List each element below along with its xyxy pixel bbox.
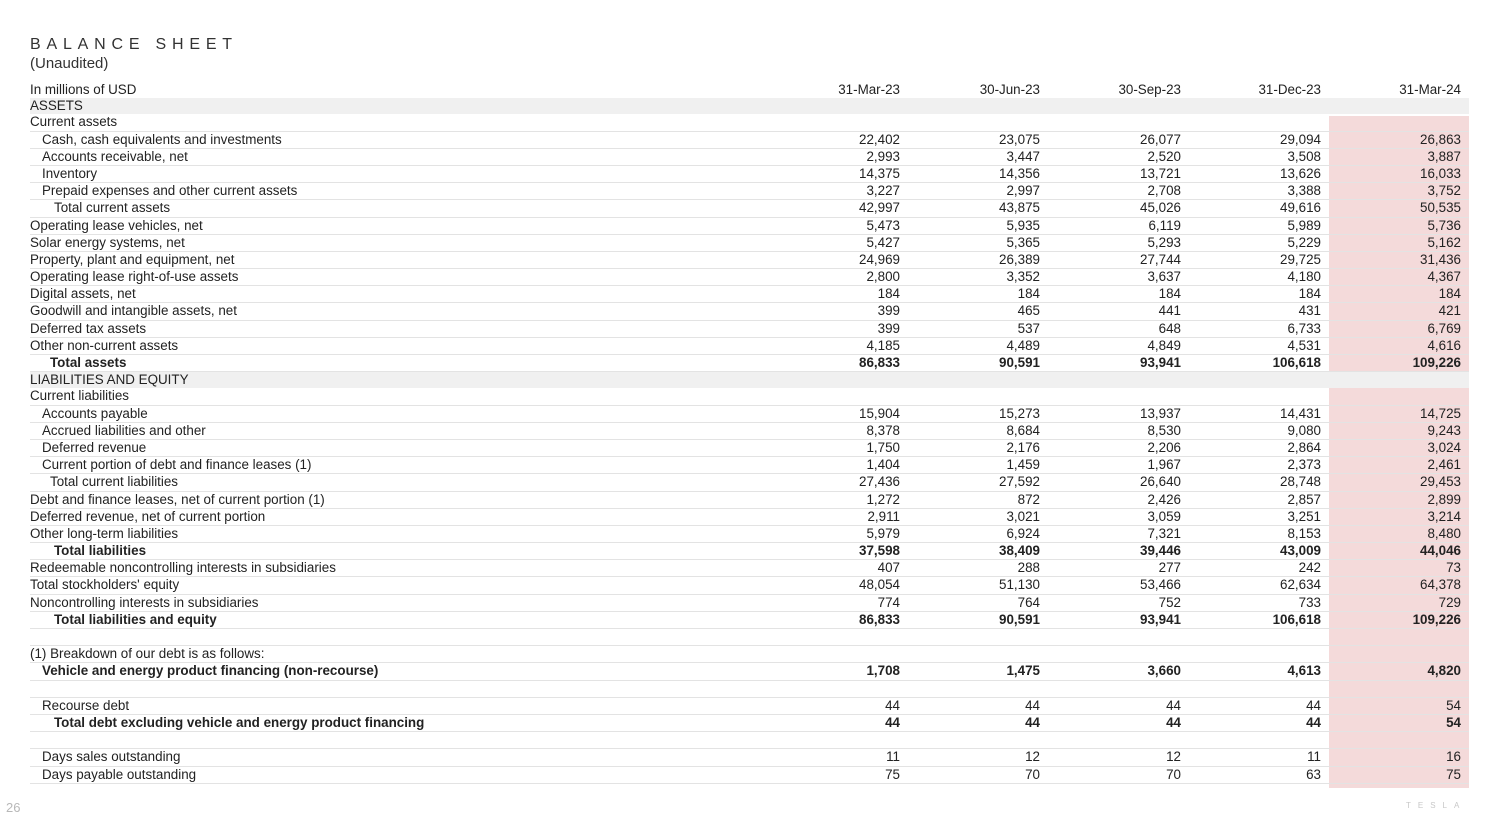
cell-value: 26,863: [1420, 131, 1461, 147]
cell-value: 3,752: [1427, 183, 1461, 199]
cell-value: 4,613: [1287, 663, 1321, 679]
cell-value: 22,402: [859, 131, 900, 147]
page-title: BALANCE SHEET: [30, 36, 238, 53]
cell-value: 2,176: [1006, 439, 1040, 455]
column-header: 30-Sep-23: [1118, 82, 1181, 97]
cell-value: 2,899: [1427, 491, 1461, 507]
cell-value: 277: [1158, 560, 1181, 576]
cell-value: 399: [877, 303, 900, 319]
cell-value: 1,475: [1006, 663, 1040, 679]
cell-value: 75: [885, 766, 900, 782]
cell-value: 4,367: [1427, 269, 1461, 285]
cell-value: 90,591: [999, 611, 1040, 627]
table-row: [30, 543, 1469, 560]
cell-value: 4,489: [1006, 337, 1040, 353]
table-row: [30, 286, 1469, 303]
cell-value: 1,708: [866, 663, 900, 679]
row-label: Redeemable noncontrolling interests in subsidiaries: [30, 560, 336, 576]
cell-value: 2,857: [1287, 491, 1321, 507]
spacer-row: [30, 732, 1469, 749]
cell-value: 3,637: [1147, 269, 1181, 285]
row-label: Other long-term liabilities: [30, 525, 179, 541]
cell-value: 5,293: [1147, 234, 1181, 250]
cell-value: 45,026: [1140, 200, 1181, 216]
column-header: 31-Dec-23: [1258, 82, 1321, 97]
cell-value: 51,130: [999, 577, 1040, 593]
row-label: Days payable outstanding: [42, 766, 197, 782]
table-row: [30, 200, 1469, 217]
cell-value: 44: [1025, 714, 1040, 730]
cell-value: 774: [877, 594, 900, 610]
cell-value: 752: [1158, 594, 1181, 610]
table-row: [30, 355, 1469, 372]
cell-value: 14,725: [1420, 405, 1461, 421]
table-row: [30, 612, 1469, 629]
row-label: Digital assets, net: [30, 286, 136, 302]
cell-value: 44: [1306, 697, 1321, 713]
cell-value: 27,592: [999, 474, 1040, 490]
cell-value: 106,618: [1272, 355, 1321, 370]
cell-value: 16: [1446, 749, 1461, 765]
cell-value: 5,229: [1287, 234, 1321, 250]
table-row: [30, 166, 1469, 183]
cell-value: 26,389: [999, 251, 1040, 267]
cell-value: 6,924: [1006, 525, 1040, 541]
cell-value: 9,080: [1287, 422, 1321, 438]
table-row: [30, 457, 1469, 474]
cell-value: 49,616: [1280, 200, 1321, 216]
row-label: Vehicle and energy product financing (non-recourse): [42, 663, 379, 679]
cell-value: 3,447: [1006, 148, 1040, 164]
row-label: Debt and finance leases, net of current portion (1): [30, 491, 325, 507]
table-row: [30, 303, 1469, 320]
row-label: Other non-current assets: [30, 337, 179, 353]
table-row: [30, 252, 1469, 269]
cell-value: 1,967: [1147, 457, 1181, 473]
cell-value: 421: [1438, 303, 1461, 319]
row-label: Total current assets: [54, 200, 171, 216]
cell-value: 4,531: [1287, 337, 1321, 353]
cell-value: 2,997: [1006, 183, 1040, 199]
spacer-row: [30, 629, 1469, 646]
row-label: Total stockholders' equity: [30, 577, 180, 593]
cell-value: 11: [1307, 749, 1321, 765]
section-header-row: [30, 372, 1469, 388]
row-label: ASSETS: [30, 98, 83, 114]
balance-sheet-table: [30, 82, 1469, 784]
table-row: [30, 663, 1469, 680]
cell-value: 3,352: [1006, 269, 1040, 285]
cell-value: 90,591: [999, 355, 1040, 370]
row-label: Inventory: [42, 165, 98, 181]
cell-value: 43,875: [999, 200, 1040, 216]
cell-value: 50,535: [1420, 200, 1461, 216]
cell-value: 13,626: [1280, 165, 1321, 181]
cell-value: 75: [1446, 766, 1461, 782]
table-body: [30, 98, 1469, 784]
cell-value: 73: [1446, 560, 1461, 576]
cell-value: 431: [1298, 303, 1321, 319]
cell-value: 12: [1025, 749, 1040, 765]
cell-value: 2,461: [1427, 457, 1461, 473]
cell-value: 4,180: [1287, 269, 1321, 285]
row-label: Solar energy systems, net: [30, 234, 185, 250]
cell-value: 3,660: [1147, 663, 1181, 679]
cell-value: 3,508: [1287, 148, 1321, 164]
cell-value: 8,530: [1147, 422, 1181, 438]
cell-value: 2,864: [1287, 439, 1321, 455]
row-label: Deferred revenue: [42, 439, 147, 455]
table-row: [30, 767, 1469, 784]
cell-value: 4,849: [1147, 337, 1181, 353]
cell-value: 2,708: [1147, 183, 1181, 199]
row-label: Total current liabilities: [50, 474, 179, 490]
cell-value: 27,436: [859, 474, 900, 490]
table-row: [30, 321, 1469, 338]
cell-value: 31,436: [1420, 251, 1461, 267]
cell-value: 44: [1025, 697, 1040, 713]
row-label: Recourse debt: [42, 697, 130, 713]
cell-value: 70: [1025, 766, 1040, 782]
cell-value: 3,021: [1006, 508, 1040, 524]
cell-value: 733: [1298, 594, 1321, 610]
page-subtitle: (Unaudited): [30, 55, 109, 72]
cell-value: 29,725: [1280, 251, 1321, 267]
cell-value: 8,480: [1427, 525, 1461, 541]
row-label: Noncontrolling interests in subsidiaries: [30, 594, 259, 610]
cell-value: 26,640: [1140, 474, 1181, 490]
table-row: [30, 132, 1469, 149]
cell-value: 2,373: [1287, 457, 1321, 473]
cell-value: 23,075: [999, 131, 1040, 147]
cell-value: 28,748: [1280, 474, 1321, 490]
row-label: Deferred tax assets: [30, 320, 147, 336]
cell-value: 15,273: [999, 405, 1040, 421]
cell-value: 43,009: [1280, 543, 1321, 559]
cell-value: 29,453: [1420, 474, 1461, 490]
cell-value: 3,024: [1427, 439, 1461, 455]
cell-value: 399: [877, 320, 900, 336]
cell-value: 2,520: [1147, 148, 1181, 164]
brand-logo: TESLA: [1406, 801, 1467, 810]
cell-value: 86,833: [859, 611, 900, 627]
cell-value: 3,227: [866, 183, 900, 199]
row-label: Deferred revenue, net of current portion: [30, 508, 266, 524]
cell-value: 2,800: [866, 269, 900, 285]
cell-value: 6,119: [1148, 217, 1181, 233]
row-label: Total assets: [50, 355, 127, 370]
row-label: Operating lease vehicles, net: [30, 217, 203, 233]
table-row: [30, 749, 1469, 766]
table-row: [30, 698, 1469, 715]
cell-value: 3,388: [1287, 183, 1321, 199]
row-label: Total debt excluding vehicle and energy product financing: [54, 714, 425, 730]
cell-value: 109,226: [1412, 611, 1461, 627]
cell-value: 2,426: [1147, 491, 1181, 507]
cell-value: 44: [1166, 697, 1181, 713]
cell-value: 5,935: [1006, 217, 1040, 233]
row-label: Total liabilities and equity: [54, 611, 217, 627]
cell-value: 44: [885, 714, 900, 730]
spacer-row: [30, 681, 1469, 698]
row-label: (1) Breakdown of our debt is as follows:: [30, 646, 265, 662]
cell-value: 407: [877, 560, 900, 576]
cell-value: 54: [1446, 714, 1461, 730]
cell-value: 872: [1017, 491, 1040, 507]
cell-value: 184: [1298, 286, 1321, 302]
cell-value: 48,054: [859, 577, 900, 593]
row-label: Total liabilities: [54, 543, 147, 559]
cell-value: 24,969: [859, 251, 900, 267]
cell-value: 12: [1166, 749, 1181, 765]
row-label: Prepaid expenses and other current assets: [42, 183, 298, 199]
row-label: LIABILITIES AND EQUITY: [30, 372, 189, 388]
table-row: [30, 235, 1469, 252]
row-label: Property, plant and equipment, net: [30, 251, 235, 267]
section-header-row: [30, 98, 1469, 114]
table-row: [30, 183, 1469, 200]
cell-value: 7,321: [1147, 525, 1181, 541]
cell-value: 9,243: [1427, 422, 1461, 438]
cell-value: 26,077: [1140, 131, 1181, 147]
table-row: [30, 114, 1469, 131]
cell-value: 53,466: [1140, 577, 1181, 593]
cell-value: 13,721: [1140, 165, 1181, 181]
cell-value: 27,744: [1140, 251, 1181, 267]
cell-value: 13,937: [1140, 405, 1181, 421]
cell-value: 62,634: [1280, 577, 1321, 593]
table-row: [30, 715, 1469, 732]
cell-value: 729: [1438, 594, 1461, 610]
cell-value: 29,094: [1280, 131, 1321, 147]
table-row: [30, 492, 1469, 509]
cell-value: 54: [1446, 697, 1461, 713]
cell-value: 764: [1017, 594, 1040, 610]
cell-value: 5,427: [866, 234, 900, 250]
cell-value: 184: [877, 286, 900, 302]
cell-value: 3,059: [1147, 508, 1181, 524]
row-label: Current liabilities: [30, 388, 129, 404]
cell-value: 37,598: [859, 543, 900, 559]
column-header: 31-Mar-23: [838, 82, 900, 97]
cell-value: 1,459: [1006, 457, 1040, 473]
row-label: Goodwill and intangible assets, net: [30, 303, 237, 319]
cell-value: 4,616: [1427, 337, 1461, 353]
table-row: [30, 526, 1469, 543]
cell-value: 15,904: [859, 405, 900, 421]
cell-value: 5,365: [1006, 234, 1040, 250]
table-row: [30, 560, 1469, 577]
column-header: 30-Jun-23: [979, 82, 1040, 97]
table-row: [30, 474, 1469, 491]
table-row: [30, 440, 1469, 457]
cell-value: 2,206: [1147, 439, 1181, 455]
row-label: Current assets: [30, 114, 118, 130]
table-row: [30, 338, 1469, 355]
page-number: 26: [6, 800, 21, 815]
cell-value: 64,378: [1420, 577, 1461, 593]
cell-value: 44: [885, 697, 900, 713]
cell-value: 5,736: [1427, 217, 1461, 233]
table-row: [30, 595, 1469, 612]
row-label: Operating lease right-of-use assets: [30, 269, 239, 285]
cell-value: 3,214: [1427, 508, 1461, 524]
cell-value: 184: [1158, 286, 1181, 302]
cell-value: 11: [886, 749, 900, 765]
row-label: Accrued liabilities and other: [42, 422, 206, 438]
cell-value: 8,684: [1006, 422, 1040, 438]
cell-value: 6,733: [1287, 320, 1321, 336]
cell-value: 70: [1166, 766, 1181, 782]
cell-value: 106,618: [1272, 611, 1321, 627]
cell-value: 648: [1158, 320, 1181, 336]
cell-value: 465: [1017, 303, 1040, 319]
table-row: [30, 218, 1469, 235]
table-row: [30, 509, 1469, 526]
cell-value: 86,833: [859, 355, 900, 370]
cell-value: 93,941: [1140, 355, 1181, 370]
cell-value: 184: [1438, 286, 1461, 302]
cell-value: 14,356: [999, 165, 1040, 181]
cell-value: 44: [1166, 714, 1181, 730]
cell-value: 6,769: [1427, 320, 1461, 336]
cell-value: 1,404: [866, 457, 900, 473]
cell-value: 8,153: [1287, 525, 1321, 541]
cell-value: 3,251: [1287, 508, 1321, 524]
table-row: [30, 646, 1469, 663]
cell-value: 537: [1017, 320, 1040, 336]
cell-value: 5,473: [866, 217, 900, 233]
cell-value: 5,162: [1427, 234, 1461, 250]
cell-value: 44,046: [1420, 543, 1461, 559]
cell-value: 5,989: [1287, 217, 1321, 233]
cell-value: 184: [1017, 286, 1040, 302]
cell-value: 93,941: [1140, 611, 1181, 627]
row-label: Accounts payable: [42, 405, 148, 421]
header-row: [30, 82, 1469, 98]
cell-value: 2,993: [866, 148, 900, 164]
cell-value: 5,979: [866, 525, 900, 541]
cell-value: 441: [1158, 303, 1181, 319]
table-row: [30, 423, 1469, 440]
row-label: Cash, cash equivalents and investments: [42, 131, 282, 147]
cell-value: 2,911: [867, 508, 900, 524]
cell-value: 109,226: [1412, 355, 1461, 370]
cell-value: 14,431: [1280, 405, 1321, 421]
cell-value: 39,446: [1140, 543, 1181, 559]
units-label: In millions of USD: [30, 82, 137, 97]
table-row: [30, 269, 1469, 286]
cell-value: 1,750: [866, 439, 900, 455]
cell-value: 4,185: [866, 337, 900, 353]
cell-value: 288: [1017, 560, 1040, 576]
cell-value: 16,033: [1420, 165, 1461, 181]
cell-value: 1,272: [866, 491, 900, 507]
cell-value: 14,375: [859, 165, 900, 181]
table-row: [30, 577, 1469, 594]
cell-value: 38,409: [999, 543, 1040, 559]
cell-value: 4,820: [1427, 663, 1461, 679]
cell-value: 8,378: [866, 422, 900, 438]
table-row: [30, 388, 1469, 405]
cell-value: 42,997: [859, 200, 900, 216]
row-label: Days sales outstanding: [42, 749, 181, 765]
cell-value: 63: [1306, 766, 1321, 782]
row-label: Current portion of debt and finance leases (1): [42, 457, 312, 473]
table-row: [30, 406, 1469, 423]
cell-value: 242: [1298, 560, 1321, 576]
table-row: [30, 149, 1469, 166]
row-label: Accounts receivable, net: [42, 148, 188, 164]
column-header: 31-Mar-24: [1399, 82, 1461, 97]
cell-value: 44: [1306, 714, 1321, 730]
cell-value: 3,887: [1427, 148, 1461, 164]
